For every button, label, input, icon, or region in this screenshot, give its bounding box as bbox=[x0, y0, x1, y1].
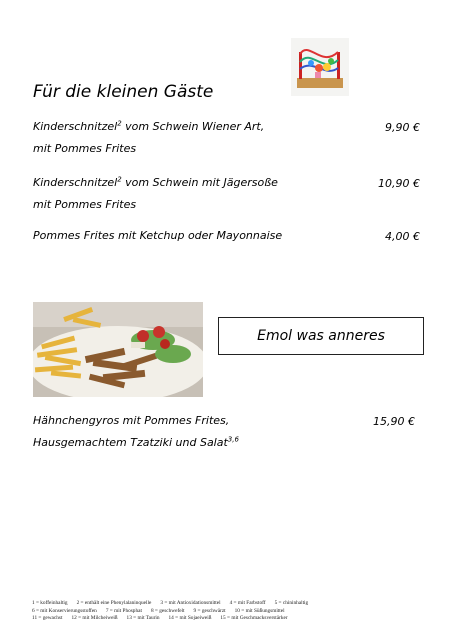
item-price: 9,90 € bbox=[385, 121, 420, 134]
item-name-rest: vom Schwein mit Jägersoße bbox=[121, 176, 278, 189]
allergen-sup: 3,6 bbox=[227, 435, 239, 444]
legend-entry: 7 = mit Phosphat bbox=[105, 607, 142, 614]
gyros-photo bbox=[33, 302, 203, 397]
legend-entry: 11 = gewachst bbox=[32, 615, 63, 622]
menu-item-3 bbox=[33, 225, 282, 247]
legend-entry: 1 = koffeinhaltig bbox=[32, 600, 68, 606]
allergen-sup: 2 bbox=[117, 119, 122, 128]
legend-entry: 2 = enthält eine Phenylalaninquelle bbox=[76, 600, 152, 606]
additives-legend bbox=[32, 600, 317, 623]
item-name: Hähnchengyros mit Pommes Frites, bbox=[33, 414, 230, 427]
allergen-sup: 2 bbox=[117, 175, 122, 184]
legend-row bbox=[32, 615, 317, 623]
item-name: Kinderschnitzel bbox=[33, 176, 118, 189]
menu-item-2 bbox=[33, 172, 278, 216]
legend-entry: 9 = geschwärzt bbox=[193, 607, 226, 614]
legend-row bbox=[32, 600, 317, 608]
legend-entry: 14 = mit Sojaeiweiß bbox=[168, 615, 212, 622]
legend-entry: 10 = mit Süßungsmittel bbox=[234, 607, 285, 614]
toy-image bbox=[291, 38, 349, 96]
legend-entry: 15 = mit Geschmacksverstärker bbox=[220, 615, 288, 622]
legend-entry: 5 = chininhaltig bbox=[274, 600, 309, 606]
menu-item-1 bbox=[33, 116, 264, 160]
menu-item-gyros bbox=[33, 410, 239, 454]
legend-entry: 8 = geschwefelt bbox=[150, 607, 185, 614]
item-description: mit Pommes Frites bbox=[33, 142, 137, 155]
legend-entry: 13 = mit Taurin bbox=[126, 615, 160, 622]
legend-entry: 4 = mit Farbstoff bbox=[229, 600, 266, 606]
item-description: mit Pommes Frites bbox=[33, 198, 137, 211]
item-name: Kinderschnitzel bbox=[33, 120, 118, 133]
legend-entry: 3 = mit Antioxidationsmittel bbox=[160, 600, 221, 606]
special-heading-box bbox=[218, 317, 424, 355]
item-description: Hausgemachtem Tzatziki und Salat bbox=[33, 436, 228, 449]
item-price: 4,00 € bbox=[385, 230, 420, 243]
legend-entry: 12 = mit Milcheiweiß bbox=[71, 615, 118, 622]
item-name-rest: vom Schwein Wiener Art, bbox=[121, 120, 265, 133]
legend-entry: 6 = mit Konservierungsstoffen bbox=[32, 607, 97, 614]
special-heading: Emol was anneres bbox=[257, 328, 385, 344]
item-price: 15,90 € bbox=[373, 415, 415, 428]
section-heading: Für die kleinen Gäste bbox=[33, 82, 214, 102]
item-name: Pommes Frites mit Ketchup oder Mayonnaise bbox=[33, 229, 283, 242]
item-price: 10,90 € bbox=[378, 177, 420, 190]
